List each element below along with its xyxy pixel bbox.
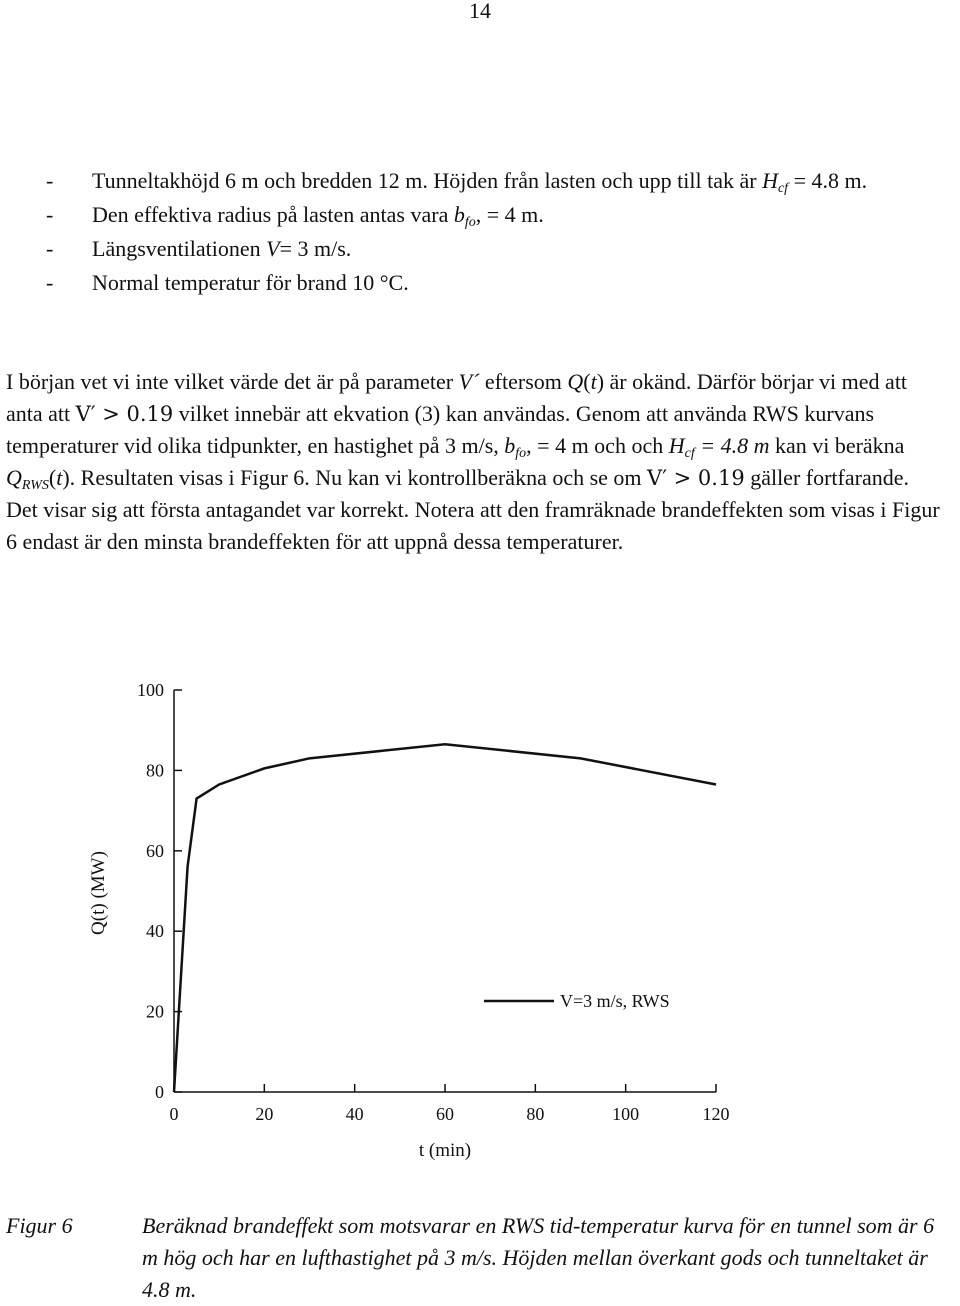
series-line — [174, 744, 716, 1092]
y-tick-label: 100 — [137, 680, 164, 700]
legend-label: V=3 m/s, RWS — [560, 991, 670, 1011]
bullet-item — [46, 198, 946, 232]
bullet-item — [46, 164, 946, 198]
bullet-text: Tunneltakhöjd 6 m och bredden 12 m. Höjden från lasten och upp till tak är $H_{cf} = 4.8$ m. — [92, 168, 868, 196]
y-axis-label: Q(t) (MW) — [88, 851, 109, 935]
condition-formula: V′ > 0.19 — [647, 466, 745, 490]
x-tick-label: 40 — [345, 1104, 364, 1124]
x-tick-label: 60 — [436, 1104, 454, 1124]
x-tick-label: 100 — [612, 1104, 640, 1124]
bullet-item — [46, 232, 946, 266]
page-number: 14 — [469, 0, 491, 23]
bullet-text: Den effektiva radius på lasten antas vara $b_{fo}$, = 4 m. — [92, 202, 544, 230]
y-tick-label: 0 — [155, 1082, 164, 1102]
x-axis-label: t (min) — [418, 1140, 472, 1161]
caption-text: Beräknad brandeffekt som motsvarar en RWS tid-temperatur kurva för en tunnel som är 6 m hög och har en lufthastighet på 3 m/s. Höjden mellan överkant gods och tunneltaket är 4.8 m. — [142, 1213, 935, 1302]
y-tick-label: 60 — [146, 840, 164, 861]
bullet-dash: - — [46, 270, 54, 295]
figure-caption — [6, 1210, 946, 1306]
x-tick-label: 20 — [255, 1104, 274, 1124]
bullet-dash: - — [46, 236, 54, 261]
y-tick-label: 80 — [146, 760, 164, 781]
fire-power-chart — [0, 660, 960, 1200]
condition-formula: V′ > 0.19 — [75, 402, 174, 426]
body-paragraph: I början vet vi inte vilket värde det är på parameter V´ eftersom Q(t) är okänd. Därför börjar vi med att anta att V′ > 0.19 vilket innebär att ekvation (3) kan användas. Genom att använda RWS kurvans temperaturer vid olika tidpunkter, en hastighet på 3 m/s, $b_{fo}$, = 4 m och och $H_{cf} = 4.8$ m kan vi beräkna $Q_{RWS}(t)$. Resultaten visas i Figur 6. Nu kan vi kontrollberäkna och se om V′ > 0.19 gäller fortfarande. Det visar sig att första antagandet var korrekt. Notera att den framräknade brandeffekten som visas i Figur 6 endast är den minsta brandeffekten för att uppnå dessa temperaturer. — [6, 369, 940, 554]
bullet-list — [46, 164, 946, 300]
y-tick-label: 20 — [146, 1001, 164, 1022]
bullet-item — [46, 266, 946, 300]
y-tick-label: 40 — [146, 921, 164, 942]
bullet-dash: - — [46, 202, 54, 227]
x-tick-label: 80 — [526, 1104, 545, 1124]
bullet-text: Längsventilationen V= 3 m/s. — [92, 236, 352, 261]
x-tick-label: 120 — [702, 1104, 730, 1124]
caption-label: Figur 6 — [6, 1213, 73, 1238]
x-tick-label: 0 — [169, 1104, 179, 1124]
bullet-text: Normal temperatur för brand 10 °C. — [92, 270, 409, 295]
bullet-dash: - — [46, 168, 54, 193]
